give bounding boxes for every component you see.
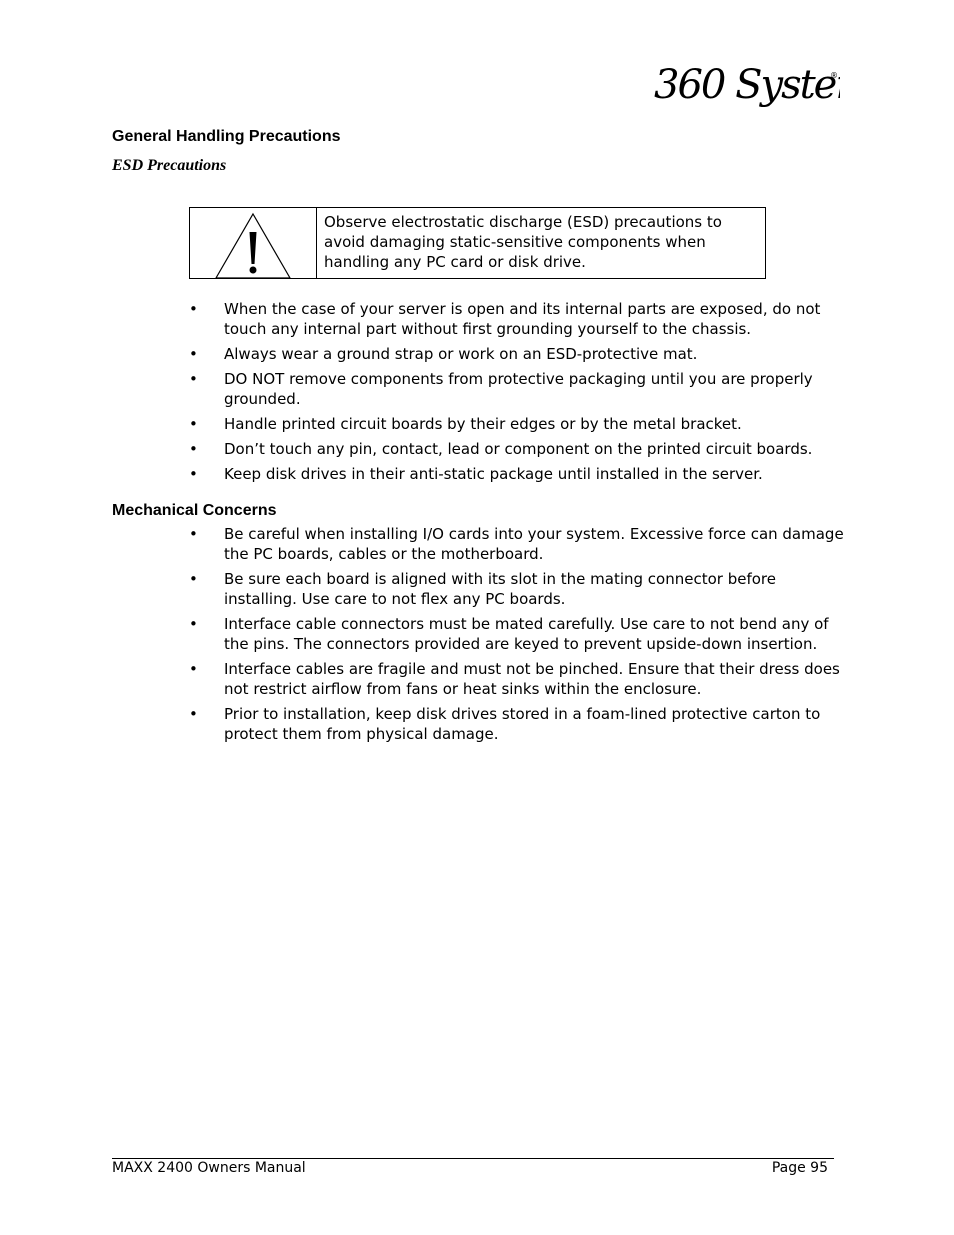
- list-item-text: Always wear a ground strap or work on an ESD-protective mat.: [224, 345, 698, 363]
- bullet-glyph: •: [189, 615, 198, 633]
- list-item-text: DO NOT remove components from protective packaging until you are properly grounded.: [224, 370, 813, 408]
- company-logo: [650, 58, 840, 114]
- list-item-text: Be sure each board is aligned with its slot in the mating connector before installing. Use care to not flex any PC boards.: [224, 570, 776, 608]
- section-title: General Handling Precautions: [112, 128, 341, 145]
- bullet-glyph: •: [189, 345, 198, 363]
- footer-divider: [112, 1158, 834, 1159]
- list-item-text: Keep disk drives in their anti-static package until installed in the server.: [224, 465, 763, 483]
- list-item: [189, 344, 849, 364]
- bullet-glyph: •: [189, 465, 198, 483]
- footer-manual-title: MAXX 2400 Owners Manual: [112, 1160, 306, 1176]
- warning-triangle-icon: [214, 212, 292, 280]
- list-item-text: Interface cable connectors must be mated carefully. Use care to not bend any of the pins. The connectors provided are keyed to prevent upside-down insertion.: [224, 615, 829, 653]
- list-item: [189, 659, 849, 699]
- warning-icon-cell: [190, 208, 317, 278]
- list-item: [189, 704, 849, 744]
- mechanical-title: Mechanical Concerns: [112, 502, 277, 519]
- list-item-text: Prior to installation, keep disk drives stored in a foam-lined protective carton to protect them from physical damage.: [224, 705, 821, 743]
- logo-text: 360 Syste: [654, 62, 836, 108]
- registered-mark: ®: [830, 71, 838, 80]
- list-item: [189, 439, 849, 459]
- bullet-glyph: •: [189, 440, 198, 458]
- bullet-glyph: •: [189, 370, 198, 388]
- list-item-text: Don’t touch any pin, contact, lead or component on the printed circuit boards.: [224, 440, 813, 458]
- list-item: [189, 569, 849, 609]
- logo-graphic: [650, 58, 840, 114]
- esd-warning-box: [189, 207, 766, 279]
- list-item-text: Be careful when installing I/O cards into your system. Excessive force can damage the PC boards, cables or the motherboard.: [224, 525, 844, 563]
- list-item: [189, 524, 849, 564]
- list-item: [189, 299, 849, 339]
- list-item: [189, 464, 849, 484]
- esd-bullet-list: [189, 299, 849, 489]
- esd-subtitle: ESD Precautions: [112, 157, 227, 174]
- list-item: [189, 369, 849, 409]
- list-item-text: Handle printed circuit boards by their edges or by the metal bracket.: [224, 415, 742, 433]
- bullet-glyph: •: [189, 525, 198, 543]
- mechanical-bullet-list: [189, 524, 849, 749]
- bullet-glyph: •: [189, 660, 198, 678]
- list-item: [189, 414, 849, 434]
- warning-text: Observe electrostatic discharge (ESD) precautions to avoid damaging static-sensitive components when handling any PC card or disk drive.: [324, 213, 722, 271]
- list-item-text: When the case of your server is open and its internal parts are exposed, do not touch any internal part without first grounding yourself to the chassis.: [224, 300, 821, 338]
- bullet-glyph: •: [189, 705, 198, 723]
- list-item-text: Interface cables are fragile and must not be pinched. Ensure that their dress does not restrict airflow from fans or heat sinks within the enclosure.: [224, 660, 840, 698]
- bullet-glyph: •: [189, 415, 198, 433]
- bullet-glyph: •: [189, 300, 198, 318]
- list-item: [189, 614, 849, 654]
- bullet-glyph: •: [189, 570, 198, 588]
- footer-page-number: Page 95: [771, 1160, 828, 1176]
